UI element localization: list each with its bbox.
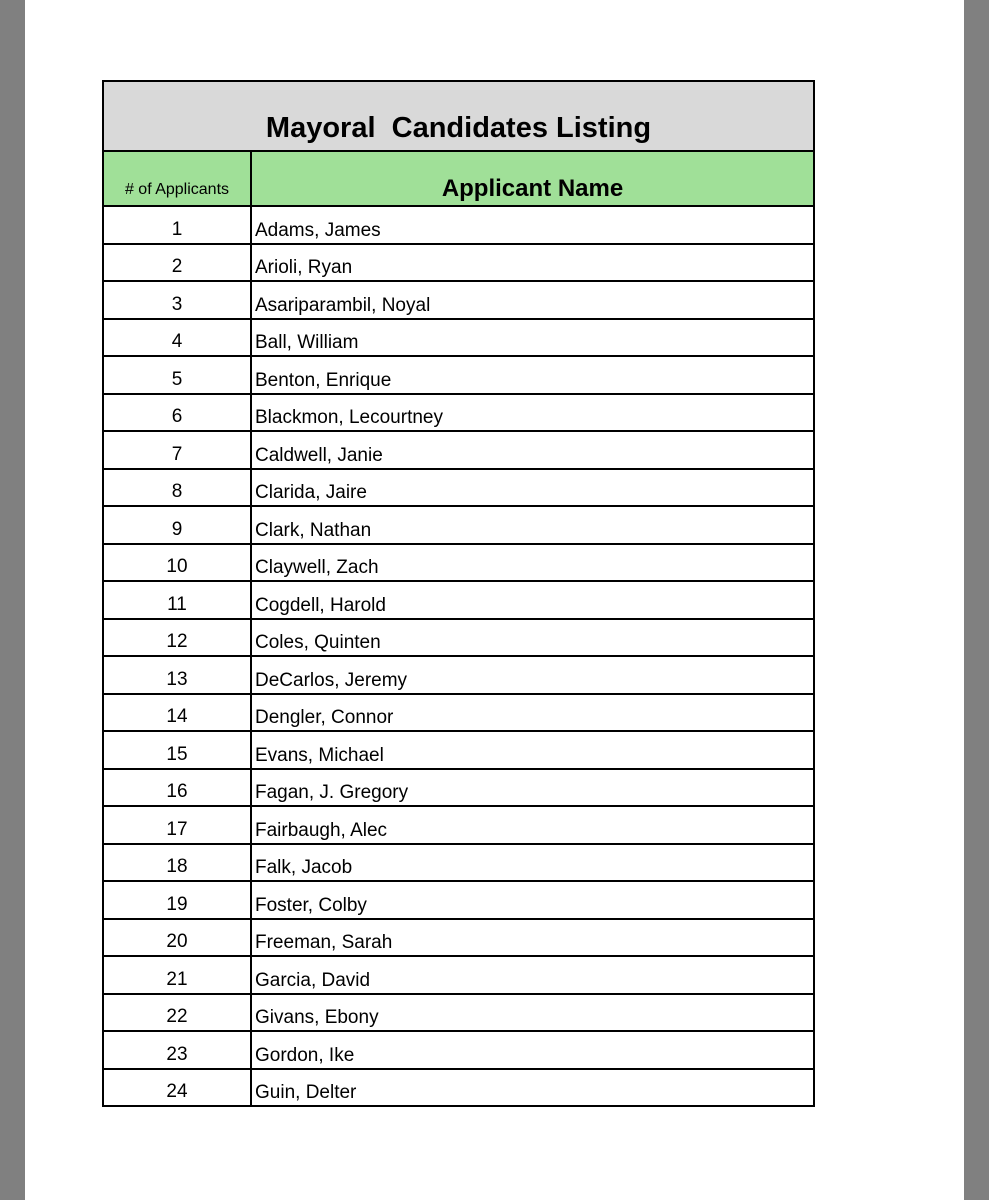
applicant-name: Ball, William — [255, 332, 359, 353]
row-number: 3 — [104, 282, 252, 318]
row-number: 12 — [104, 620, 252, 656]
row-number: 10 — [104, 545, 252, 581]
applicant-name: Fagan, J. Gregory — [255, 782, 409, 803]
applicant-name: Arioli, Ryan — [255, 257, 353, 278]
row-number: 8 — [104, 470, 252, 506]
applicant-name: Caldwell, Janie — [255, 444, 383, 466]
table-row — [104, 620, 813, 658]
applicant-name: Evans, Michael — [255, 744, 384, 766]
applicant-name: Blackmon, Lecourtney — [255, 407, 443, 428]
applicant-name: Claywell, Zach — [255, 557, 379, 578]
row-number: 6 — [104, 395, 252, 431]
table-row — [104, 282, 813, 320]
table-body — [104, 207, 813, 1105]
applicant-name: Garcia, David — [255, 969, 371, 991]
applicant-name: Cogdell, Harold — [255, 594, 386, 616]
row-number: 23 — [104, 1032, 252, 1068]
document-page — [25, 0, 964, 1200]
applicant-name: Asariparambil, Noyal — [255, 294, 431, 316]
table-row — [104, 207, 813, 245]
table-row — [104, 395, 813, 433]
column-header-name: Applicant Name — [441, 175, 624, 202]
row-number: 11 — [104, 582, 252, 618]
column-header-number: # of Applicants — [104, 152, 252, 205]
table-row — [104, 1070, 813, 1106]
table-row — [104, 582, 813, 620]
applicant-name: Gordon, Ike — [255, 1044, 355, 1066]
table-row — [104, 320, 813, 358]
table-header-row — [104, 152, 813, 207]
applicant-name: Fairbaugh, Alec — [255, 819, 388, 841]
table-row — [104, 245, 813, 283]
applicant-name: Freeman, Sarah — [255, 932, 393, 953]
row-number: 14 — [104, 695, 252, 731]
applicant-name: Foster, Colby — [255, 894, 367, 916]
row-number: 2 — [104, 245, 252, 281]
applicant-name: Dengler, Connor — [255, 707, 394, 728]
row-number: 17 — [104, 807, 252, 843]
table-row — [104, 807, 813, 845]
row-number: 7 — [104, 432, 252, 468]
table-row — [104, 432, 813, 470]
applicant-name: Benton, Enrique — [255, 369, 392, 391]
applicant-name: DeCarlos, Jeremy — [255, 669, 408, 691]
row-number: 1 — [104, 207, 252, 243]
table-row — [104, 845, 813, 883]
row-number: 18 — [104, 845, 252, 881]
row-number: 21 — [104, 957, 252, 993]
row-number: 19 — [104, 882, 252, 918]
table-row — [104, 357, 813, 395]
table-row — [104, 882, 813, 920]
candidates-table — [102, 80, 815, 1107]
table-row — [104, 957, 813, 995]
row-number: 13 — [104, 657, 252, 693]
table-row — [104, 470, 813, 508]
table-row — [104, 1032, 813, 1070]
row-number: 4 — [104, 320, 252, 356]
applicant-name: Clark, Nathan — [255, 519, 372, 541]
table-row — [104, 507, 813, 545]
row-number: 22 — [104, 995, 252, 1031]
table-row — [104, 732, 813, 770]
row-number: 15 — [104, 732, 252, 768]
applicant-name: Adams, James — [255, 219, 381, 241]
table-row — [104, 770, 813, 808]
applicant-name: Clarida, Jaire — [255, 482, 367, 503]
row-number: 24 — [104, 1070, 252, 1106]
applicant-name: Guin, Delter — [255, 1082, 357, 1103]
row-number: 9 — [104, 507, 252, 543]
table-title-row — [104, 82, 813, 152]
table-row — [104, 545, 813, 583]
table-row — [104, 920, 813, 958]
row-number: 16 — [104, 770, 252, 806]
applicant-name: Coles, Quinten — [255, 632, 381, 653]
row-number: 5 — [104, 357, 252, 393]
table-row — [104, 657, 813, 695]
table-title: Mayoral Candidates Listing — [265, 112, 652, 144]
table-row — [104, 995, 813, 1033]
applicant-name: Falk, Jacob — [255, 857, 353, 878]
applicant-name: Givans, Ebony — [255, 1007, 379, 1028]
table-row — [104, 695, 813, 733]
row-number: 20 — [104, 920, 252, 956]
